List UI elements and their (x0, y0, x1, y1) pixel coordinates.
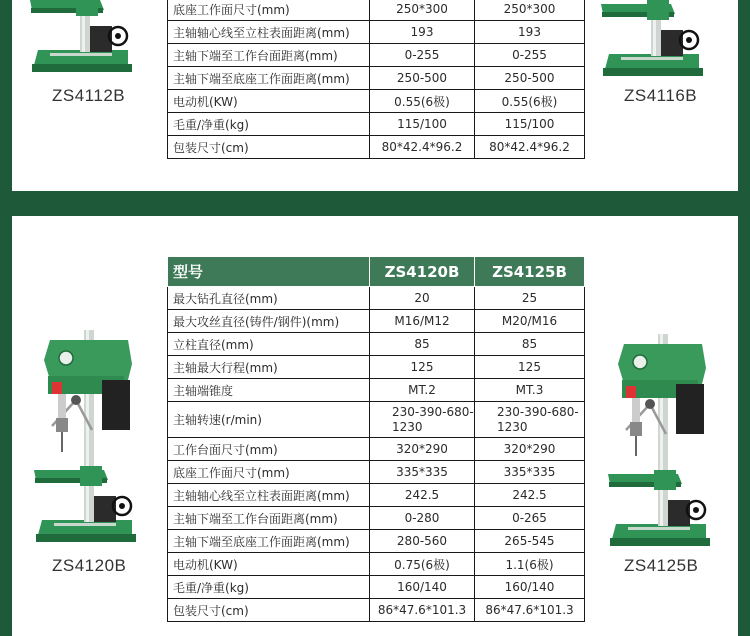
spec-label-cell: 主轴最大行程(mm) (168, 356, 370, 379)
table-row (168, 576, 585, 599)
spec-label-cell: 毛重/净重(kg) (168, 113, 370, 136)
table-row (168, 402, 585, 438)
spec-label-cell: 主轴下端至工作台面距离(mm) (168, 507, 370, 530)
spec-label-cell: 电动机(KW) (168, 553, 370, 576)
spec-label-cell: 主轴下端至底座工作面距离(mm) (168, 67, 370, 90)
spec-value-a-cell: 0.55(6极) (370, 90, 475, 113)
table-row (168, 507, 585, 530)
spec-value-b-cell: 230-390-680-1230 (475, 402, 585, 438)
table-header-row (168, 257, 585, 287)
spec-label-cell: 主轴轴心线至立柱表面距离(mm) (168, 484, 370, 507)
spec-value-b-cell: 193 (475, 21, 585, 44)
table-row (168, 67, 585, 90)
table-row (168, 44, 585, 67)
table-row (168, 356, 585, 379)
spec-card-top (12, 0, 738, 191)
table-row (168, 113, 585, 136)
spec-value-b-cell: 80*42.4*96.2 (475, 136, 585, 159)
spec-value-a-cell: 115/100 (370, 113, 475, 136)
drill-press-zs4116b-image (599, 0, 709, 82)
spec-value-a-cell: 250*300 (370, 0, 475, 21)
spec-label-cell: 电动机(KW) (168, 90, 370, 113)
table-row (168, 90, 585, 113)
spec-value-b-cell: MT.3 (475, 379, 585, 402)
spec-value-a-cell: 320*290 (370, 438, 475, 461)
spec-value-b-cell: 250*300 (475, 0, 585, 21)
spec-table-top (167, 0, 585, 159)
spec-value-b-cell: 86*47.6*101.3 (475, 599, 585, 622)
drill-press-zs4125b-image (600, 324, 722, 552)
spec-value-b-cell: 115/100 (475, 113, 585, 136)
table-row (168, 530, 585, 553)
spec-value-a-cell: 20 (370, 287, 475, 310)
spec-label-cell: 最大攻丝直径(铸件/钢件)(mm) (168, 310, 370, 333)
spec-label-cell: 底座工作面尺寸(mm) (168, 461, 370, 484)
spec-value-a-cell: 86*47.6*101.3 (370, 599, 475, 622)
table-row (168, 379, 585, 402)
header-model-b-cell: ZS4125B (475, 257, 585, 287)
table-row (168, 0, 585, 21)
spec-value-a-cell: 0-280 (370, 507, 475, 530)
spec-label-cell: 毛重/净重(kg) (168, 576, 370, 599)
spec-value-a-cell: MT.2 (370, 379, 475, 402)
spec-label-cell: 主轴下端至底座工作面距离(mm) (168, 530, 370, 553)
spec-value-b-cell: 1.1(6极) (475, 553, 585, 576)
model-label-left: ZS4112B (52, 86, 126, 105)
spec-value-a-cell: 160/140 (370, 576, 475, 599)
table-row (168, 21, 585, 44)
spec-value-b-cell: 160/140 (475, 576, 585, 599)
spec-label-cell: 包装尺寸(cm) (168, 599, 370, 622)
spec-value-b-cell: 125 (475, 356, 585, 379)
spec-value-b-cell: 320*290 (475, 438, 585, 461)
spec-value-a-cell: 335*335 (370, 461, 475, 484)
header-label-cell: 型号 (168, 257, 370, 287)
spec-label-cell: 主轴轴心线至立柱表面距离(mm) (168, 21, 370, 44)
spec-value-a-cell: 193 (370, 21, 475, 44)
spec-value-a-cell: M16/M12 (370, 310, 475, 333)
spec-value-a-cell: 0.75(6极) (370, 553, 475, 576)
spec-value-b-cell: 0-265 (475, 507, 585, 530)
drill-press-zs4120b-image (26, 320, 148, 548)
spec-value-a-cell: 0-255 (370, 44, 475, 67)
spec-value-a-cell: 125 (370, 356, 475, 379)
spec-value-b-cell: 250-500 (475, 67, 585, 90)
spec-value-b-cell: 265-545 (475, 530, 585, 553)
drill-press-zs4112b-image (28, 0, 138, 78)
spec-value-b-cell: 0.55(6极) (475, 90, 585, 113)
spec-label-cell: 立柱直径(mm) (168, 333, 370, 356)
spec-value-a-cell: 280-560 (370, 530, 475, 553)
spec-value-b-cell: 25 (475, 287, 585, 310)
table-row (168, 287, 585, 310)
spec-label-cell: 主轴转速(r/min) (168, 402, 370, 438)
spec-label-cell: 主轴端锥度 (168, 379, 370, 402)
model-label-right: ZS4116B (624, 86, 698, 105)
table-row (168, 333, 585, 356)
spec-label-cell: 最大钻孔直径(mm) (168, 287, 370, 310)
spec-card-bottom (12, 216, 738, 636)
model-label-right: ZS4125B (624, 556, 699, 575)
spec-value-b-cell: 0-255 (475, 44, 585, 67)
table-row (168, 136, 585, 159)
spec-label-cell: 底座工作面尺寸(mm) (168, 0, 370, 21)
spec-label-cell: 包装尺寸(cm) (168, 136, 370, 159)
spec-value-a-cell: 250-500 (370, 67, 475, 90)
spec-value-a-cell: 242.5 (370, 484, 475, 507)
table-row (168, 599, 585, 622)
table-row (168, 310, 585, 333)
table-row (168, 484, 585, 507)
spec-value-b-cell: 242.5 (475, 484, 585, 507)
spec-value-a-cell: 85 (370, 333, 475, 356)
spec-value-b-cell: M20/M16 (475, 310, 585, 333)
spec-label-cell: 主轴下端至工作台面距离(mm) (168, 44, 370, 67)
table-row (168, 461, 585, 484)
table-row (168, 438, 585, 461)
table-row (168, 553, 585, 576)
spec-value-a-cell: 230-390-680-1230 (370, 402, 475, 438)
spec-value-b-cell: 85 (475, 333, 585, 356)
spec-value-b-cell: 335*335 (475, 461, 585, 484)
header-model-a-cell: ZS4120B (370, 257, 475, 287)
model-label-left: ZS4120B (52, 556, 127, 575)
spec-label-cell: 工作台面尺寸(mm) (168, 438, 370, 461)
spec-value-a-cell: 80*42.4*96.2 (370, 136, 475, 159)
spec-table-bottom (167, 256, 585, 622)
